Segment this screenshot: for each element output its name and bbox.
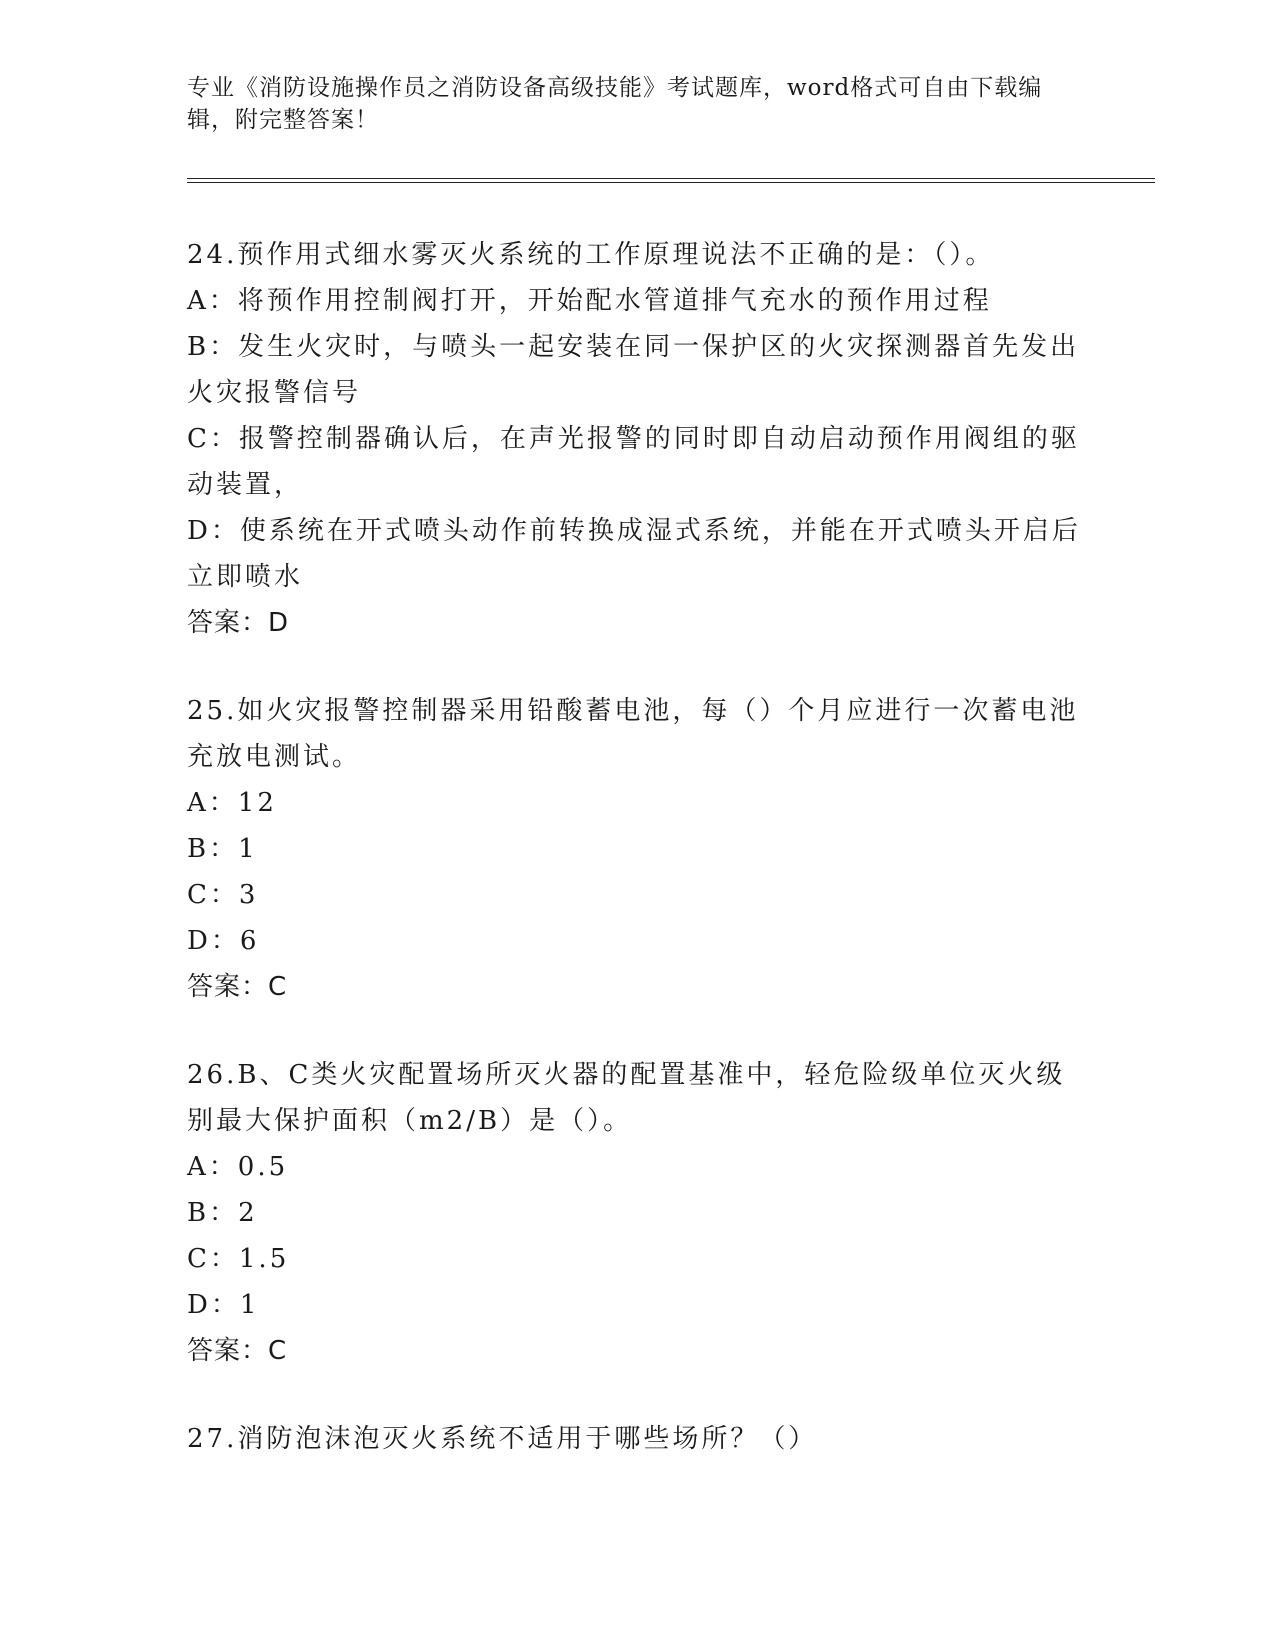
question-stem: 24.预作用式细水雾灭火系统的工作原理说法不正确的是：（）。: [187, 240, 995, 270]
option-c: C：报警控制器确认后，在声光报警的同时即自动启动预作用阀组的驱动装置，: [187, 424, 1080, 500]
header-divider-top: [187, 178, 1155, 179]
answer-label: 答案：D: [187, 608, 290, 638]
question-27: [187, 1416, 1087, 1462]
question-stem: 26.B、C类火灾配置场所灭火器的配置基准中，轻危险级单位灭火级别最大保护面积（m2/B）是（）。: [187, 1060, 1066, 1136]
option-a: A：将预作用控制阀打开，开始配水管道排气充水的预作用过程: [187, 286, 992, 316]
question-list: [187, 232, 1087, 1504]
header-divider-bottom: [187, 182, 1155, 183]
question-24: [187, 232, 1087, 646]
answer-label: 答案：C: [187, 1336, 288, 1366]
document-header: 专业《消防设施操作员之消防设备高级技能》考试题库，word格式可自由下载编辑，附完整答案！: [187, 75, 1043, 133]
option-b: B：发生火灾时，与喷头一起安装在同一保护区的火灾探测器首先发出火灾报警信号: [187, 332, 1080, 408]
option-d: D：6: [187, 926, 260, 956]
option-d: D：1: [187, 1290, 260, 1320]
option-b: B：2: [187, 1198, 258, 1228]
option-a: A：0.5: [187, 1152, 289, 1182]
option-c: C：1.5: [187, 1244, 290, 1274]
question-stem: 27.消防泡沫泡灭火系统不适用于哪些场所？（）: [187, 1424, 818, 1454]
answer-label: 答案：C: [187, 972, 288, 1002]
question-stem: 25.如火灾报警控制器采用铅酸蓄电池，每（）个月应进行一次蓄电池充放电测试。: [187, 696, 1079, 772]
option-d: D：使系统在开式喷头动作前转换成湿式系统，并能在开式喷头开启后立即喷水: [187, 516, 1081, 592]
option-c: C：3: [187, 880, 259, 910]
question-26: [187, 1052, 1087, 1374]
option-b: B：1: [187, 834, 258, 864]
question-25: [187, 688, 1087, 1010]
option-a: A：12: [187, 788, 277, 818]
